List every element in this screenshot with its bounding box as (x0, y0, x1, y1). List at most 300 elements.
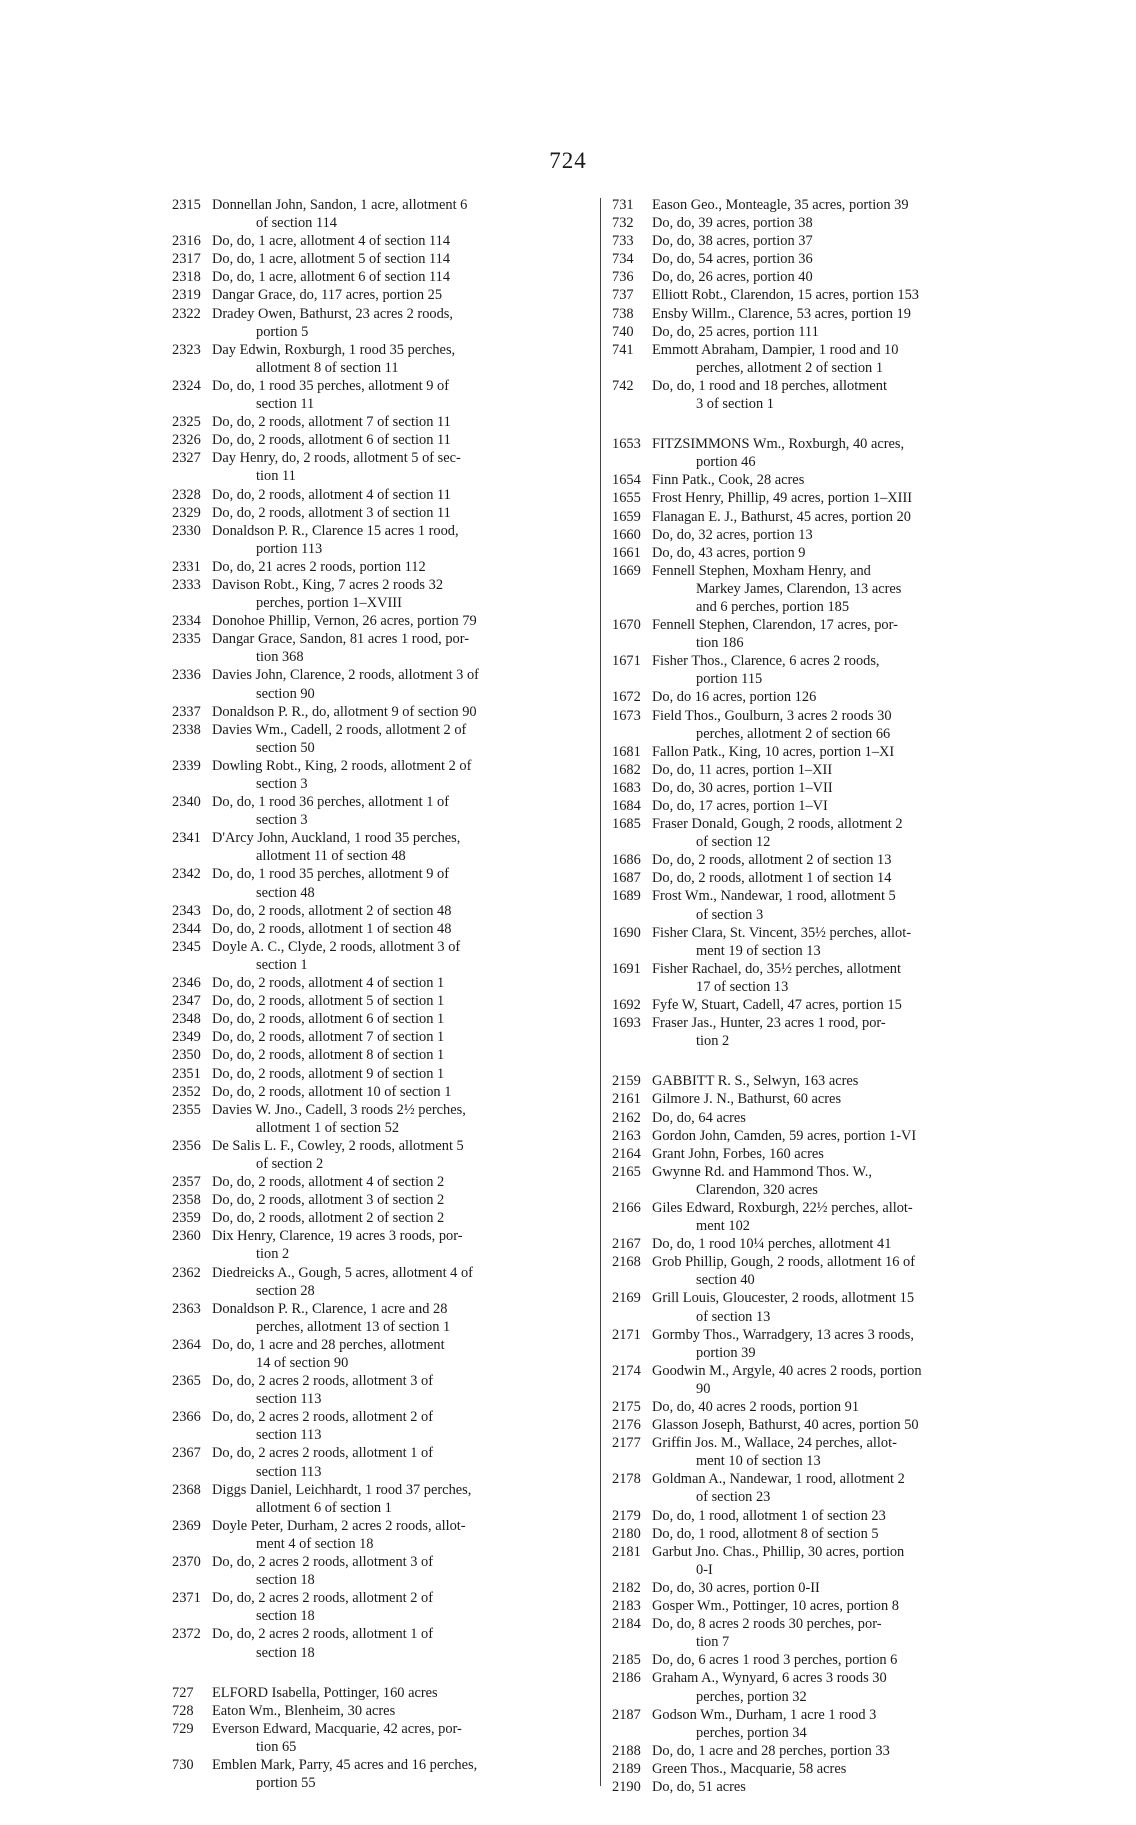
entry-text (212, 1720, 590, 1756)
entry-text (652, 1470, 1020, 1506)
register-entry (612, 562, 1020, 616)
entry-line: Do, do, 26 acres, portion 40 (652, 269, 813, 286)
entry-number: 1653 (612, 436, 641, 453)
entry-number: 2346 (172, 975, 201, 992)
register-entry (172, 1083, 590, 1101)
entry-number: 2362 (172, 1264, 201, 1281)
register-entry (612, 544, 1020, 562)
entry-number: 2162 (612, 1109, 641, 1126)
entry-line: Emmott Abraham, Dampier, 1 rood and 10 (652, 341, 899, 358)
entry-line: Do, do, 2 acres 2 roods, allotment 3 of (212, 1373, 434, 1390)
entry-line: GABBITT R. S., Selwyn, 163 acres (652, 1073, 859, 1090)
entry-number: 2179 (612, 1507, 641, 1524)
entry-line: Do, do, 2 roods, allotment 1 of section 14 (652, 870, 892, 887)
entry-text (652, 1289, 1020, 1325)
entry-text (652, 562, 1020, 616)
entry-line: Do, do, 1 rood 36 perches, allotment 1 of (212, 794, 449, 811)
entry-line: Do, do, 2 roods, allotment 6 of section 1 (212, 1011, 445, 1028)
entry-number: 2188 (612, 1742, 641, 1759)
entry-number: 2355 (172, 1101, 201, 1118)
entry-number: 2352 (172, 1083, 201, 1100)
entry-number: 2329 (172, 504, 201, 521)
entry-line: Donaldson P. R., Clarence, 1 acre and 28 (212, 1300, 448, 1317)
entry-number: 2315 (172, 197, 201, 213)
register-entry (612, 1543, 1020, 1579)
entry-text (212, 232, 590, 250)
entry-continuation: perches, allotment 2 of section 1 (696, 359, 884, 376)
entry-continuation: tion 7 (696, 1634, 730, 1651)
entry-number: 1685 (612, 816, 641, 833)
entry-line: Fennell Stephen, Clarendon, 17 acres, por- (652, 617, 898, 634)
entry-text (212, 1191, 590, 1209)
entry-number: 2326 (172, 432, 201, 449)
entry-number: 2342 (172, 866, 201, 883)
register-section (612, 1072, 1020, 1796)
entry-continuation: section 3 (256, 812, 308, 829)
register-entry (612, 196, 1020, 214)
entry-text (212, 341, 590, 377)
entry-text (652, 1072, 1020, 1090)
entry-line: Emblen Mark, Parry, 45 acres and 16 perches, (212, 1756, 478, 1773)
register-entry (612, 323, 1020, 341)
register-entry (612, 887, 1020, 923)
entry-line: Donaldson P. R., Clarence 15 acres 1 rood, (212, 522, 459, 539)
entry-text (652, 323, 1020, 341)
entry-number: 1659 (612, 508, 641, 525)
entry-text (652, 815, 1020, 851)
entry-number: 2319 (172, 287, 201, 304)
register-entry (612, 1651, 1020, 1669)
entry-continuation: portion 46 (696, 454, 756, 471)
entry-number: 1684 (612, 798, 641, 814)
entry-line: Finn Patk., Cook, 28 acres (652, 472, 805, 489)
entry-line: Grant John, Forbes, 160 acres (652, 1145, 824, 1162)
entry-text (652, 1525, 1020, 1543)
entry-line: Do, do, 51 acres (652, 1778, 746, 1795)
entry-text (212, 413, 590, 431)
entry-number: 728 (172, 1702, 194, 1719)
entry-line: Donaldson P. R., do, allotment 9 of section 90 (212, 703, 477, 720)
entry-text (652, 869, 1020, 887)
entry-line: Do, do, 2 roods, allotment 2 of section 48 (212, 902, 452, 919)
entry-number: 2168 (612, 1254, 641, 1271)
entry-text (652, 1145, 1020, 1163)
page-number: 724 (549, 148, 587, 173)
register-entry (172, 865, 590, 901)
entry-line: Davies John, Clarence, 2 roods, allotment 3 of (212, 667, 479, 684)
entry-number: 1691 (612, 960, 641, 977)
entry-text (212, 703, 590, 721)
entry-text (652, 544, 1020, 562)
entry-number: 1669 (612, 562, 641, 579)
entry-text (652, 1669, 1020, 1705)
entry-line: Do, do, 1 acre, allotment 5 of section 114 (212, 251, 451, 268)
register-entry (612, 471, 1020, 489)
entry-line: Do, do, 1 rood and 18 perches, allotment (652, 377, 887, 394)
entry-text (212, 1444, 590, 1480)
entry-number: 2372 (172, 1626, 201, 1643)
entry-text (212, 449, 590, 485)
entry-line: D'Arcy John, Auckland, 1 rood 35 perches, (212, 830, 461, 847)
register-entry (172, 486, 590, 504)
register-section (612, 196, 1020, 413)
entry-text (652, 1651, 1020, 1669)
entry-number: 2183 (612, 1598, 641, 1615)
entry-text (212, 1137, 590, 1173)
entry-text (212, 920, 590, 938)
entry-line: ELFORD Isabella, Pottinger, 160 acres (212, 1684, 438, 1701)
register-entry (172, 1372, 590, 1408)
entry-number: 2330 (172, 522, 201, 539)
entry-line: Do, do, 2 roods, allotment 4 of section 1 (212, 975, 445, 992)
entry-number: 1683 (612, 779, 641, 796)
register-entry (612, 1253, 1020, 1289)
entry-number: 1689 (612, 888, 641, 905)
register-entry (612, 779, 1020, 797)
entry-line: Do, do, 2 roods, allotment 5 of section 1 (212, 993, 445, 1010)
entry-line: Fisher Rachael, do, 35½ perches, allotment (652, 960, 901, 977)
entry-line: Fyfe W, Stuart, Cadell, 47 acres, portion 15 (652, 997, 902, 1014)
entry-line: Doyle Peter, Durham, 2 acres 2 roods, allot- (212, 1517, 466, 1534)
entry-continuation: section 90 (256, 685, 315, 702)
entry-text (212, 1336, 590, 1372)
entry-number: 1692 (612, 997, 641, 1014)
register-entry (172, 829, 590, 865)
entry-number: 1655 (612, 490, 641, 507)
entry-line: Fennell Stephen, Moxham Henry, and (652, 562, 871, 579)
entry-number: 2175 (612, 1399, 641, 1415)
register-entry (612, 1109, 1020, 1127)
left-column (172, 196, 590, 1792)
entry-number: 1681 (612, 743, 641, 760)
register-entry (172, 1702, 590, 1720)
register-entry (612, 305, 1020, 323)
entry-text (652, 1615, 1020, 1651)
entry-line: Do, do, 2 roods, allotment 1 of section 48 (212, 920, 452, 937)
entry-number: 730 (172, 1756, 194, 1773)
register-entry (612, 960, 1020, 996)
entry-continuation: section 113 (256, 1463, 322, 1480)
entry-line: Do, do, 2 acres 2 roods, allotment 3 of (212, 1554, 434, 1571)
column-divider (600, 198, 601, 1786)
register-entry (612, 1326, 1020, 1362)
entry-text (212, 1702, 590, 1720)
entry-line: Flanagan E. J., Bathurst, 45 acres, portion 20 (652, 508, 911, 525)
entry-text (212, 576, 590, 612)
register-entry (612, 1579, 1020, 1597)
entry-text (212, 666, 590, 702)
entry-number: 2163 (612, 1127, 641, 1144)
entry-text (212, 286, 590, 304)
register-entry (612, 924, 1020, 960)
register-entry (172, 902, 590, 920)
entry-line: Do, do, 2 roods, allotment 8 of section 1 (212, 1047, 445, 1064)
entry-number: 2159 (612, 1073, 641, 1090)
entry-number: 2161 (612, 1091, 641, 1108)
entry-number: 2358 (172, 1192, 201, 1209)
register-entry (172, 1010, 590, 1028)
entry-continuation: portion 39 (696, 1344, 756, 1361)
entry-text (652, 887, 1020, 923)
register-entry (172, 504, 590, 522)
register-entry (612, 1615, 1020, 1651)
entry-line: Do, do, 1 rood 10¼ perches, allotment 41 (652, 1236, 892, 1253)
register-entry (172, 992, 590, 1010)
entry-text (652, 1235, 1020, 1253)
register-entry (612, 1760, 1020, 1778)
entry-line: Do, do, 38 acres, portion 37 (652, 233, 813, 250)
entry-line: Fisher Thos., Clarence, 6 acres 2 roods, (652, 653, 880, 670)
entry-line: Do, do, 2 acres 2 roods, allotment 2 of (212, 1590, 434, 1607)
right-column (612, 196, 1020, 1796)
register-entry (172, 721, 590, 757)
entry-number: 2343 (172, 902, 201, 919)
entry-continuation: portion 5 (256, 323, 309, 340)
entry-text (212, 992, 590, 1010)
register-entry (612, 1398, 1020, 1416)
register-entry (612, 1090, 1020, 1108)
entry-line: Dradey Owen, Bathurst, 23 acres 2 roods, (212, 305, 453, 322)
register-section (172, 196, 590, 1662)
register-entry (612, 996, 1020, 1014)
entry-line: Do, do, 6 acres 1 rood 3 perches, portion 6 (652, 1652, 898, 1669)
entry-line: Glasson Joseph, Bathurst, 40 acres, portion 50 (652, 1417, 919, 1434)
entry-text (652, 1199, 1020, 1235)
entry-text (652, 1416, 1020, 1434)
register-entry (172, 522, 590, 558)
entry-text (212, 431, 590, 449)
register-entry (612, 797, 1020, 815)
register-entry (612, 616, 1020, 652)
entry-number: 727 (172, 1684, 194, 1701)
entry-number: 2367 (172, 1445, 201, 1462)
entry-text (652, 743, 1020, 761)
entry-number: 1693 (612, 1015, 641, 1032)
entry-text (652, 1706, 1020, 1742)
entry-text (652, 1597, 1020, 1615)
entry-line: Gosper Wm., Pottinger, 10 acres, portion 8 (652, 1598, 899, 1615)
entry-line: Do, do, 1 acre, allotment 6 of section 114 (212, 269, 451, 286)
entry-continuation: section 113 (256, 1391, 322, 1408)
register-entry (172, 286, 590, 304)
entry-number: 2164 (612, 1145, 641, 1162)
entry-text (212, 196, 590, 232)
register-entry (612, 286, 1020, 304)
register-entry (172, 612, 590, 630)
entry-line: Giles Edward, Roxburgh, 22½ perches, allot- (652, 1199, 913, 1216)
entry-continuation: 14 of section 90 (256, 1355, 349, 1371)
register-entry (612, 341, 1020, 377)
entry-number: 2347 (172, 993, 201, 1010)
entry-number: 2185 (612, 1652, 641, 1669)
entry-number: 2177 (612, 1435, 641, 1452)
entry-text (652, 1778, 1020, 1796)
entry-continuation: of section 2 (256, 1155, 324, 1172)
entry-line: Do, do, 1 rood 35 perches, allotment 9 of (212, 377, 449, 394)
entry-number: 1686 (612, 852, 641, 869)
entry-text (652, 924, 1020, 960)
entry-continuation: section 48 (256, 884, 315, 901)
entry-line: Godson Wm., Durham, 1 acre 1 rood 3 (652, 1706, 877, 1723)
register-entry (172, 1101, 590, 1137)
entry-number: 1687 (612, 870, 641, 887)
register-entry (172, 703, 590, 721)
entry-text (212, 865, 590, 901)
entry-number: 2339 (172, 757, 201, 774)
entry-number: 1661 (612, 544, 641, 561)
entry-number: 2335 (172, 631, 201, 648)
entry-number: 2368 (172, 1481, 201, 1498)
entry-text (212, 612, 590, 630)
register-entry (612, 1163, 1020, 1199)
entry-number: 1672 (612, 689, 641, 706)
register-entry (612, 1199, 1020, 1235)
register-entry (612, 1669, 1020, 1705)
register-entry (612, 1235, 1020, 1253)
register-entry (612, 1597, 1020, 1615)
register-entry (612, 1778, 1020, 1796)
entry-line: Do, do, 2 roods, allotment 4 of section 2 (212, 1174, 445, 1191)
entry-line: Do, do, 1 acre and 28 perches, allotment (212, 1336, 445, 1353)
entry-line: Dix Henry, Clarence, 19 acres 3 roods, por- (212, 1228, 463, 1245)
entry-line: Dangar Grace, Sandon, 81 acres 1 rood, por- (212, 631, 470, 648)
entry-line: Do, do, 8 acres 2 roods 30 perches, por- (652, 1616, 882, 1633)
entry-continuation: ment 19 of section 13 (696, 942, 821, 959)
register-entry (172, 1300, 590, 1336)
entry-number: 1673 (612, 707, 641, 724)
register-entry (172, 449, 590, 485)
entry-continuation: section 3 (256, 776, 308, 792)
entry-continuation: section 1 (256, 956, 308, 973)
register-entry (172, 413, 590, 431)
entry-line: Do, do, 2 roods, allotment 2 of section 13 (652, 852, 892, 869)
entry-number: 2325 (172, 414, 201, 431)
register-entry (172, 1173, 590, 1191)
entry-continuation: tion 11 (256, 468, 296, 485)
entry-line: Griffin Jos. M., Wallace, 24 perches, allot- (652, 1435, 897, 1452)
entry-line: Fraser Donald, Gough, 2 roods, allotment 2 (652, 816, 903, 833)
entry-number: 734 (612, 251, 634, 268)
entry-line: Do, do, 2 acres 2 roods, allotment 2 of (212, 1409, 434, 1426)
entry-continuation: ment 4 of section 18 (256, 1535, 374, 1552)
register-entry (172, 268, 590, 286)
entry-number: 2364 (172, 1336, 201, 1353)
entry-line: Day Henry, do, 2 roods, allotment 5 of sec- (212, 450, 461, 467)
entry-text (212, 1684, 590, 1702)
entry-line: Everson Edward, Macquarie, 42 acres, por- (212, 1720, 462, 1737)
entry-number: 2167 (612, 1236, 641, 1253)
entry-line: Do, do, 2 roods, allotment 3 of section 2 (212, 1192, 445, 1209)
register-entry (612, 743, 1020, 761)
entry-text (652, 489, 1020, 507)
entry-text (212, 1173, 590, 1191)
register-entry (172, 630, 590, 666)
entry-number: 2366 (172, 1409, 201, 1426)
entry-line: Davison Robt., King, 7 acres 2 roods 32 (212, 576, 444, 593)
register-entry (172, 341, 590, 377)
entry-text (652, 1014, 1020, 1050)
entry-number: 2337 (172, 703, 201, 720)
entry-continuation: perches, allotment 13 of section 1 (256, 1318, 451, 1335)
entry-line: Do, do, 17 acres, portion 1–VI (652, 798, 828, 814)
entry-number: 2186 (612, 1670, 641, 1687)
entry-continuation: section 40 (696, 1272, 755, 1289)
entry-number: 2187 (612, 1706, 641, 1723)
entry-line: Grill Louis, Gloucester, 2 roods, allotment 15 (652, 1290, 915, 1307)
register-entry (172, 1065, 590, 1083)
entry-line: Do, do, 30 acres, portion 1–VII (652, 779, 833, 796)
entry-text (212, 1264, 590, 1300)
entry-text (652, 1109, 1020, 1127)
entry-continuation: section 50 (256, 739, 315, 756)
entry-text (652, 435, 1020, 471)
register-entry (612, 815, 1020, 851)
entry-line: Doyle A. C., Clyde, 2 roods, allotment 3 of (212, 938, 461, 955)
entry-line: Do, do, 30 acres, portion 0-II (652, 1579, 820, 1596)
entry-continuation: perches, portion 34 (696, 1724, 807, 1741)
entry-line: Fisher Clara, St. Vincent, 35½ perches, allot- (652, 924, 912, 941)
entry-line: Goldman A., Nandewar, 1 rood, allotment 2 (652, 1471, 905, 1488)
entry-line: Do, do, 2 roods, allotment 7 of section 1 (212, 1029, 445, 1046)
entry-line: Do, do, 2 roods, allotment 6 of section 11 (212, 432, 451, 449)
entry-continuation: of section 12 (696, 834, 771, 851)
entry-number: 732 (612, 215, 634, 232)
register-entry (172, 305, 590, 341)
register-entry (172, 250, 590, 268)
entry-line: Donnellan John, Sandon, 1 acre, allotment 6 (212, 197, 468, 213)
entry-line: Davies W. Jno., Cadell, 3 roods 2½ perches, (212, 1101, 466, 1118)
entry-text (212, 721, 590, 757)
entry-continuation: allotment 1 of section 52 (256, 1119, 400, 1136)
entry-line: Diggs Daniel, Leichhardt, 1 rood 37 perches, (212, 1481, 472, 1498)
entry-number: 742 (612, 377, 634, 394)
entry-text (212, 1010, 590, 1028)
entry-line: Grob Phillip, Gough, 2 roods, allotment 16 of (652, 1254, 916, 1271)
entry-text (652, 305, 1020, 323)
entry-text (212, 1589, 590, 1625)
register-entry (172, 1264, 590, 1300)
entry-number: 2351 (172, 1065, 201, 1082)
entry-continuation: ment 10 of section 13 (696, 1453, 821, 1470)
register-entry (612, 1072, 1020, 1090)
entry-line: Do, do, 1 rood, allotment 1 of section 23 (652, 1507, 886, 1524)
register-entry (172, 1625, 590, 1661)
register-entry (612, 1145, 1020, 1163)
entry-text (212, 377, 590, 413)
entry-line: Do, do, 1 acre and 28 perches, portion 33 (652, 1742, 890, 1759)
entry-text (212, 829, 590, 865)
entry-number: 2166 (612, 1199, 641, 1216)
entry-text (652, 1090, 1020, 1108)
entry-number: 733 (612, 233, 634, 250)
entry-line: Fallon Patk., King, 10 acres, portion 1–XI (652, 743, 895, 760)
register-entry (612, 1706, 1020, 1742)
register-entry (612, 1525, 1020, 1543)
entry-continuation: Clarendon, 320 acres (696, 1181, 818, 1198)
entry-line: Do, do, 2 roods, allotment 9 of section 1 (212, 1065, 445, 1082)
entry-text (212, 1372, 590, 1408)
entry-text (212, 1028, 590, 1046)
entry-line: Field Thos., Goulburn, 3 acres 2 roods 30 (652, 707, 892, 724)
entry-number: 2365 (172, 1373, 201, 1390)
entry-continuation: 17 of section 13 (696, 978, 789, 995)
entry-line: Do, do, 1 rood 35 perches, allotment 9 of (212, 866, 449, 883)
register-entry (612, 526, 1020, 544)
register-entry (612, 1127, 1020, 1145)
register-entry (612, 761, 1020, 779)
entry-line: Do, do, 2 acres 2 roods, allotment 1 of (212, 1445, 434, 1462)
entry-line: FITZSIMMONS Wm., Roxburgh, 40 acres, (652, 436, 905, 453)
